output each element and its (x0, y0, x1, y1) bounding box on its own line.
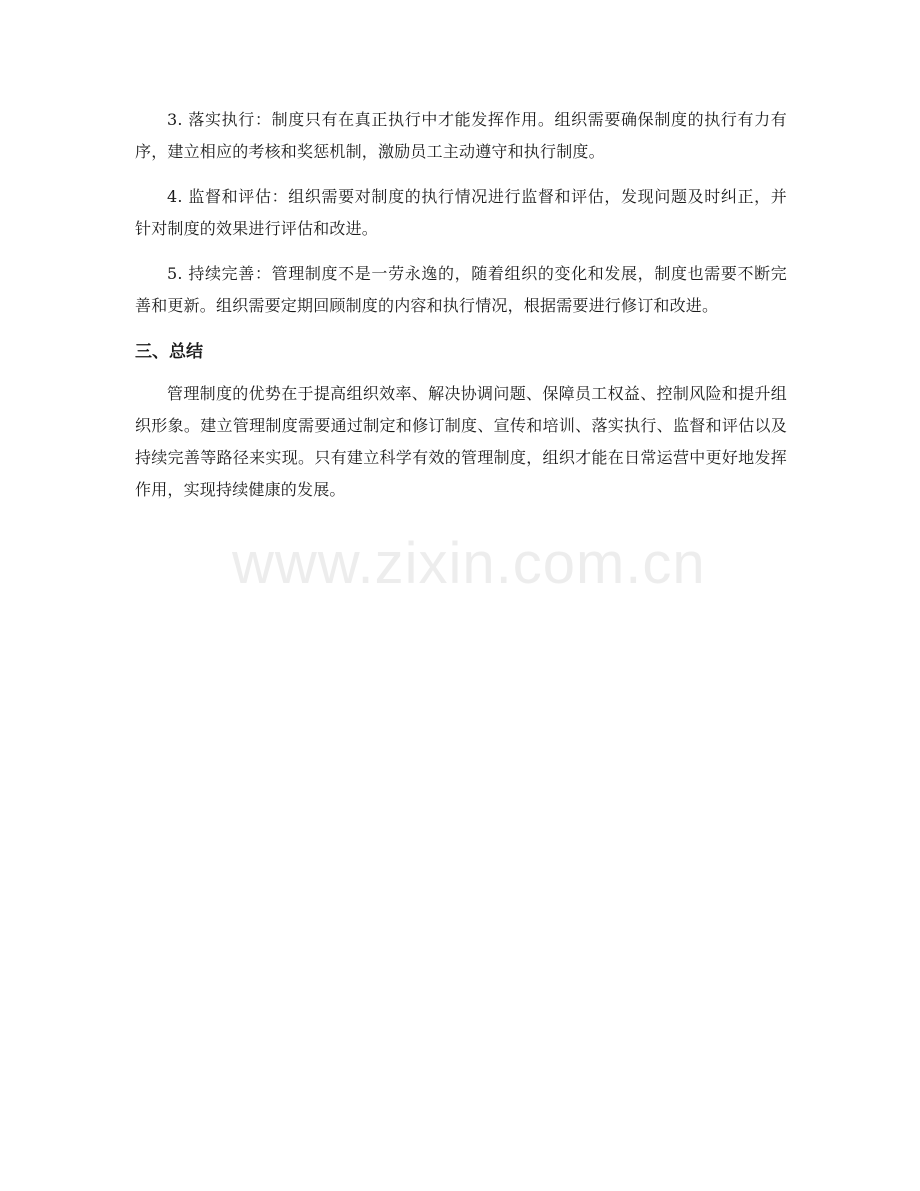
paragraph-summary: 管理制度的优势在于提高组织效率、解决协调问题、保障员工权益、控制风险和提升组织形象。建立管理制度需要通过制定和修订制度、宣传和培训、落实执行、监督和评估以及持续完善等路径来实现。只有建立科学有效的管理制度，组织才能在日常运营中更好地发挥作用，实现持续健康的发展。 (135, 384, 787, 499)
paragraph-step-3: 3. 落实执行：制度只有在真正执行中才能发挥作用。组织需要确保制度的执行有力有序，建立相应的考核和奖惩机制，激励员工主动遵守和执行制度。 (135, 110, 787, 161)
paragraph-step-5: 5. 持续完善：管理制度不是一劳永逸的，随着组织的变化和发展，制度也需要不断完善和更新。组织需要定期回顾制度的内容和执行情况，根据需要进行修订和改进。 (135, 264, 787, 315)
section-heading-summary: 三、总结 (135, 342, 203, 362)
document-body (135, 104, 787, 519)
paragraph-step-4: 4. 监督和评估：组织需要对制度的执行情况进行监督和评估，发现问题及时纠正，并针对制度的效果进行评估和改进。 (135, 187, 787, 238)
watermark: www.zixin.com.cn (232, 531, 706, 596)
